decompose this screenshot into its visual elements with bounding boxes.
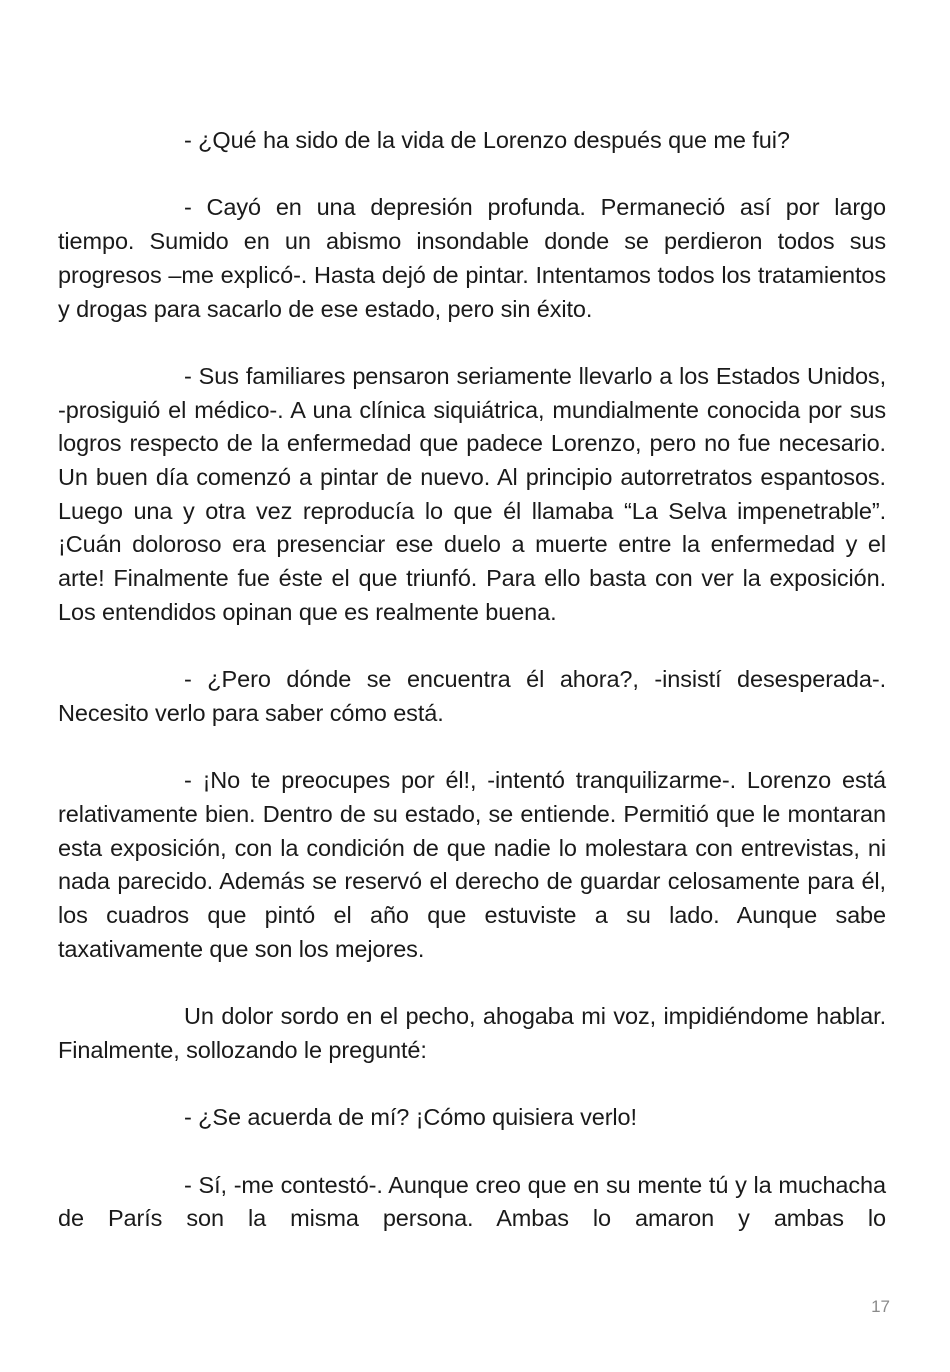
page-body	[58, 124, 886, 1236]
paragraph-5: - ¡No te preocupes por él!, -intentó tranquilizarme-. Lorenzo está relativamente bien. Dentro de su estado, se entiende. Permitió que le montaran esta exposición, con la condición de que nadie lo molestara con entrevistas, ni nada parecido. Además se reservó el derecho de guardar celosamente para él, los cuadros que pintó el año que estuviste a su lado. Aunque sabe taxativamente que son los mejores.	[58, 767, 886, 962]
paragraph-4: - ¿Pero dónde se encuentra él ahora?, -insistí desesperada-. Necesito verlo para saber cómo está.	[58, 666, 886, 726]
paragraph-8: - Sí, -me contestó-. Aunque creo que en su mente tú y la muchacha de París son la misma persona. Ambas lo amaron y ambas lo	[58, 1171, 886, 1232]
paragraph-1: - ¿Qué ha sido de la vida de Lorenzo después que me fui?	[184, 127, 790, 153]
paragraph-6: Un dolor sordo en el pecho, ahogaba mi voz, impidiéndome hablar. Finalmente, sollozando le pregunté:	[58, 1003, 886, 1063]
paragraph-7: - ¿Se acuerda de mí? ¡Cómo quisiera verlo!	[184, 1104, 637, 1131]
paragraph-3: - Sus familiares pensaron seriamente llevarlo a los Estados Unidos, -prosiguió el médico-. A una clínica siquiátrica, mundialmente conocida por sus logros respecto de la enfermedad que padece Lorenzo, pero no fue necesario. Un buen día comenzó a pintar de nuevo. Al principio autorretratos espantosos. Luego una y otra vez reproducía lo que él llamaba “La Selva impenetrable”. ¡Cuán doloroso era presenciar ese duelo a muerte entre la enfermedad y el arte! Finalmente fue éste el que triunfó. Para ello basta con ver la exposición. Los entendidos opinan que es realmente buena.	[58, 362, 886, 625]
page-number: 17	[871, 1297, 890, 1316]
paragraph-2: - Cayó en una depresión profunda. Permaneció así por largo tiempo. Sumido en un abismo insondable donde se perdieron todos sus progresos –me explicó-. Hasta dejó de pintar. Intentamos todos los tratamientos y drogas para sacarlo de ese estado, pero sin éxito.	[58, 194, 886, 322]
